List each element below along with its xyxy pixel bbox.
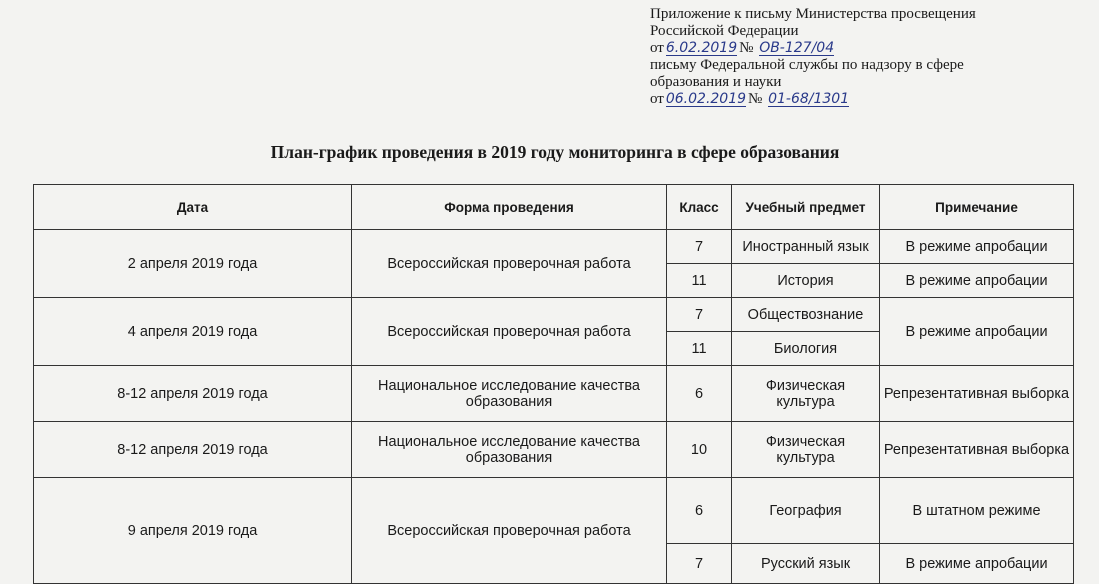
- form-cell: Национальное исследование качества образования: [352, 422, 667, 478]
- table-header-row: [34, 185, 1074, 230]
- table-row: [34, 230, 1074, 264]
- header-grade: Класс: [667, 185, 732, 230]
- subject-cell: Обществознание: [732, 298, 880, 332]
- header-date: Дата: [34, 185, 352, 230]
- subject-cell: Биология: [732, 332, 880, 366]
- grade-cell: 7: [667, 230, 732, 264]
- letter-header: [650, 6, 1090, 108]
- table-row: [34, 478, 1074, 544]
- note-cell: Репрезентативная выборка: [880, 366, 1074, 422]
- date-cell: 8-12 апреля 2019 года: [34, 422, 352, 478]
- from-label: от: [650, 40, 664, 56]
- date-cell: 4 апреля 2019 года: [34, 298, 352, 366]
- form-cell: Национальное исследование качества образования: [352, 366, 667, 422]
- handwritten-date-2: 06.02.2019: [665, 91, 747, 107]
- header-line-4: письму Федеральной службы по надзору в сфере: [650, 57, 964, 73]
- header-ref-1: [650, 40, 1090, 57]
- form-cell: Всероссийская проверочная работа: [352, 298, 667, 366]
- note-cell: В режиме апробации: [880, 544, 1074, 584]
- subject-cell: Русский язык: [732, 544, 880, 584]
- date-cell: 2 апреля 2019 года: [34, 230, 352, 298]
- subject-cell: География: [732, 478, 880, 544]
- note-cell: В штатном режиме: [880, 478, 1074, 544]
- table-row: [34, 298, 1074, 332]
- date-cell: 8-12 апреля 2019 года: [34, 366, 352, 422]
- table-row: [34, 422, 1074, 478]
- grade-cell: 6: [667, 366, 732, 422]
- header-subject: Учебный предмет: [732, 185, 880, 230]
- grade-cell: 11: [667, 332, 732, 366]
- table-row: [34, 366, 1074, 422]
- note-cell: В режиме апробации: [880, 230, 1074, 264]
- handwritten-number-1: ОВ-127/04: [759, 40, 835, 56]
- note-cell: В режиме апробации: [880, 298, 1074, 366]
- header-note: Примечание: [880, 185, 1074, 230]
- handwritten-date-1: 6.02.2019: [665, 40, 738, 56]
- form-cell: Всероссийская проверочная работа: [352, 478, 667, 584]
- note-cell: Репрезентативная выборка: [880, 422, 1074, 478]
- number-label-2: №: [748, 91, 763, 107]
- header-form: Форма проведения: [352, 185, 667, 230]
- handwritten-number-2: 01-68/1301: [768, 91, 850, 107]
- schedule-table: [33, 184, 1073, 584]
- grade-cell: 11: [667, 264, 732, 298]
- grade-cell: 7: [667, 298, 732, 332]
- number-label: №: [739, 40, 754, 56]
- grade-cell: 6: [667, 478, 732, 544]
- grade-cell: 7: [667, 544, 732, 584]
- form-cell: Всероссийская проверочная работа: [352, 230, 667, 298]
- date-cell: 9 апреля 2019 года: [34, 478, 352, 584]
- subject-cell: Физическая культура: [732, 366, 880, 422]
- subject-cell: Физическая культура: [732, 422, 880, 478]
- grade-cell: 10: [667, 422, 732, 478]
- from-label-2: от: [650, 91, 664, 107]
- header-line-1: Приложение к письму Министерства просвещения: [650, 6, 976, 22]
- subject-cell: Иностранный язык: [732, 230, 880, 264]
- header-line-2: Российской Федерации: [650, 23, 799, 39]
- header-line-5: образования и науки: [650, 74, 782, 90]
- note-cell: В режиме апробации: [880, 264, 1074, 298]
- header-ref-2: [650, 91, 1090, 108]
- subject-cell: История: [732, 264, 880, 298]
- document-title: План-график проведения в 2019 году мониторинга в сфере образования: [270, 142, 840, 162]
